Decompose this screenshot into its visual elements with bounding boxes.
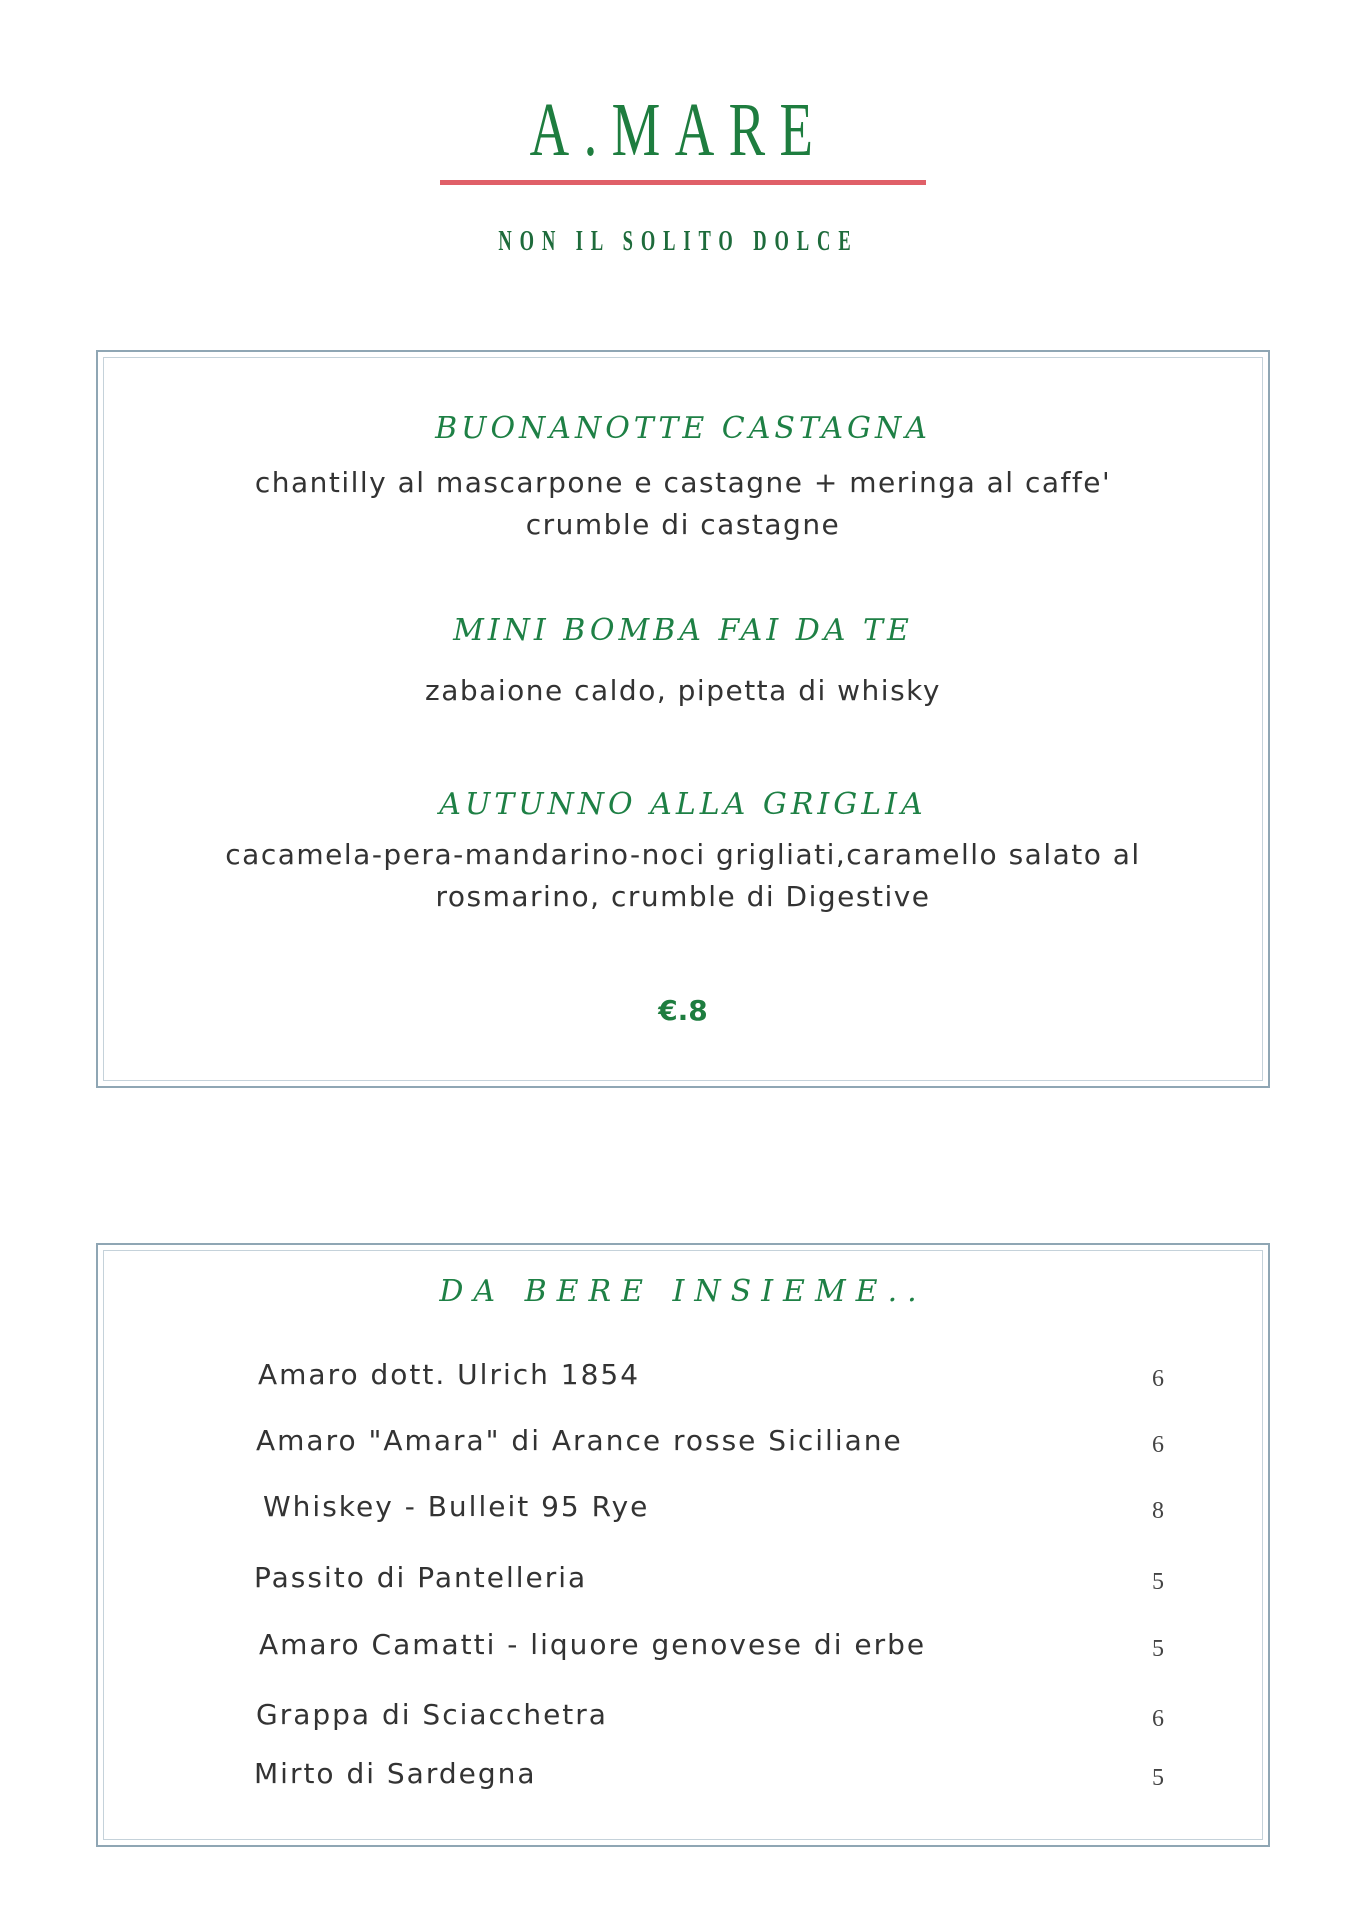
dish-description-line: crumble di castagne — [525, 508, 841, 541]
drink-row — [98, 1754, 1268, 1794]
drink-price: 5 — [1152, 1765, 1164, 1791]
drink-price: 6 — [1152, 1432, 1164, 1458]
dish-name: BUONANOTTE CASTAGNA — [435, 411, 931, 446]
drink-name: Amaro "Amara" di Arance rosse Siciliane — [256, 1424, 903, 1457]
drink-name: Whiskey - Bulleit 95 Rye — [263, 1490, 650, 1523]
drink-row — [98, 1625, 1268, 1665]
drink-name: Grappa di Sciacchetra — [256, 1698, 608, 1731]
drink-price: 5 — [1152, 1636, 1164, 1662]
drink-row — [98, 1558, 1268, 1598]
dish-description-line: cacamela-pera-mandarino-noci grigliati,caramello salato al — [225, 838, 1141, 871]
drinks-title: DA BERE INSIEME.. — [439, 1274, 927, 1309]
drink-name: Amaro Camatti - liquore genovese di erbe — [259, 1628, 927, 1661]
brand-title: A.MARE — [529, 88, 828, 172]
drink-row — [98, 1355, 1268, 1395]
drink-row — [98, 1421, 1268, 1461]
dish-description-line: chantilly al mascarpone e castagne + meringa al caffe' — [254, 466, 1112, 499]
drink-name: Mirto di Sardegna — [254, 1757, 537, 1790]
drinks-panel — [96, 1243, 1270, 1847]
dish-name: AUTUNNO ALLA GRIGLIA — [439, 787, 927, 822]
dish-description — [98, 834, 1268, 918]
desserts-panel — [96, 350, 1270, 1088]
dessert-price: €.8 — [658, 994, 708, 1027]
dish-name: MINI BOMBA FAI DA TE — [453, 613, 913, 648]
dish-description — [98, 462, 1268, 546]
drink-price: 5 — [1152, 1569, 1164, 1595]
title-underline — [440, 180, 926, 185]
drink-price: 6 — [1152, 1706, 1164, 1732]
drink-price: 8 — [1152, 1498, 1164, 1524]
drink-price: 6 — [1152, 1366, 1164, 1392]
tagline: NON IL SOLITO DOLCE — [498, 226, 859, 257]
dish-description-line: zabaione caldo, pipetta di whisky — [425, 674, 941, 707]
dish-description-line: rosmarino, crumble di Digestive — [435, 880, 931, 913]
drink-row — [98, 1487, 1268, 1527]
dish-description — [98, 670, 1268, 712]
drink-name: Passito di Pantelleria — [254, 1561, 588, 1594]
drink-name: Amaro dott. Ulrich 1854 — [258, 1358, 641, 1391]
drink-row — [98, 1695, 1268, 1735]
